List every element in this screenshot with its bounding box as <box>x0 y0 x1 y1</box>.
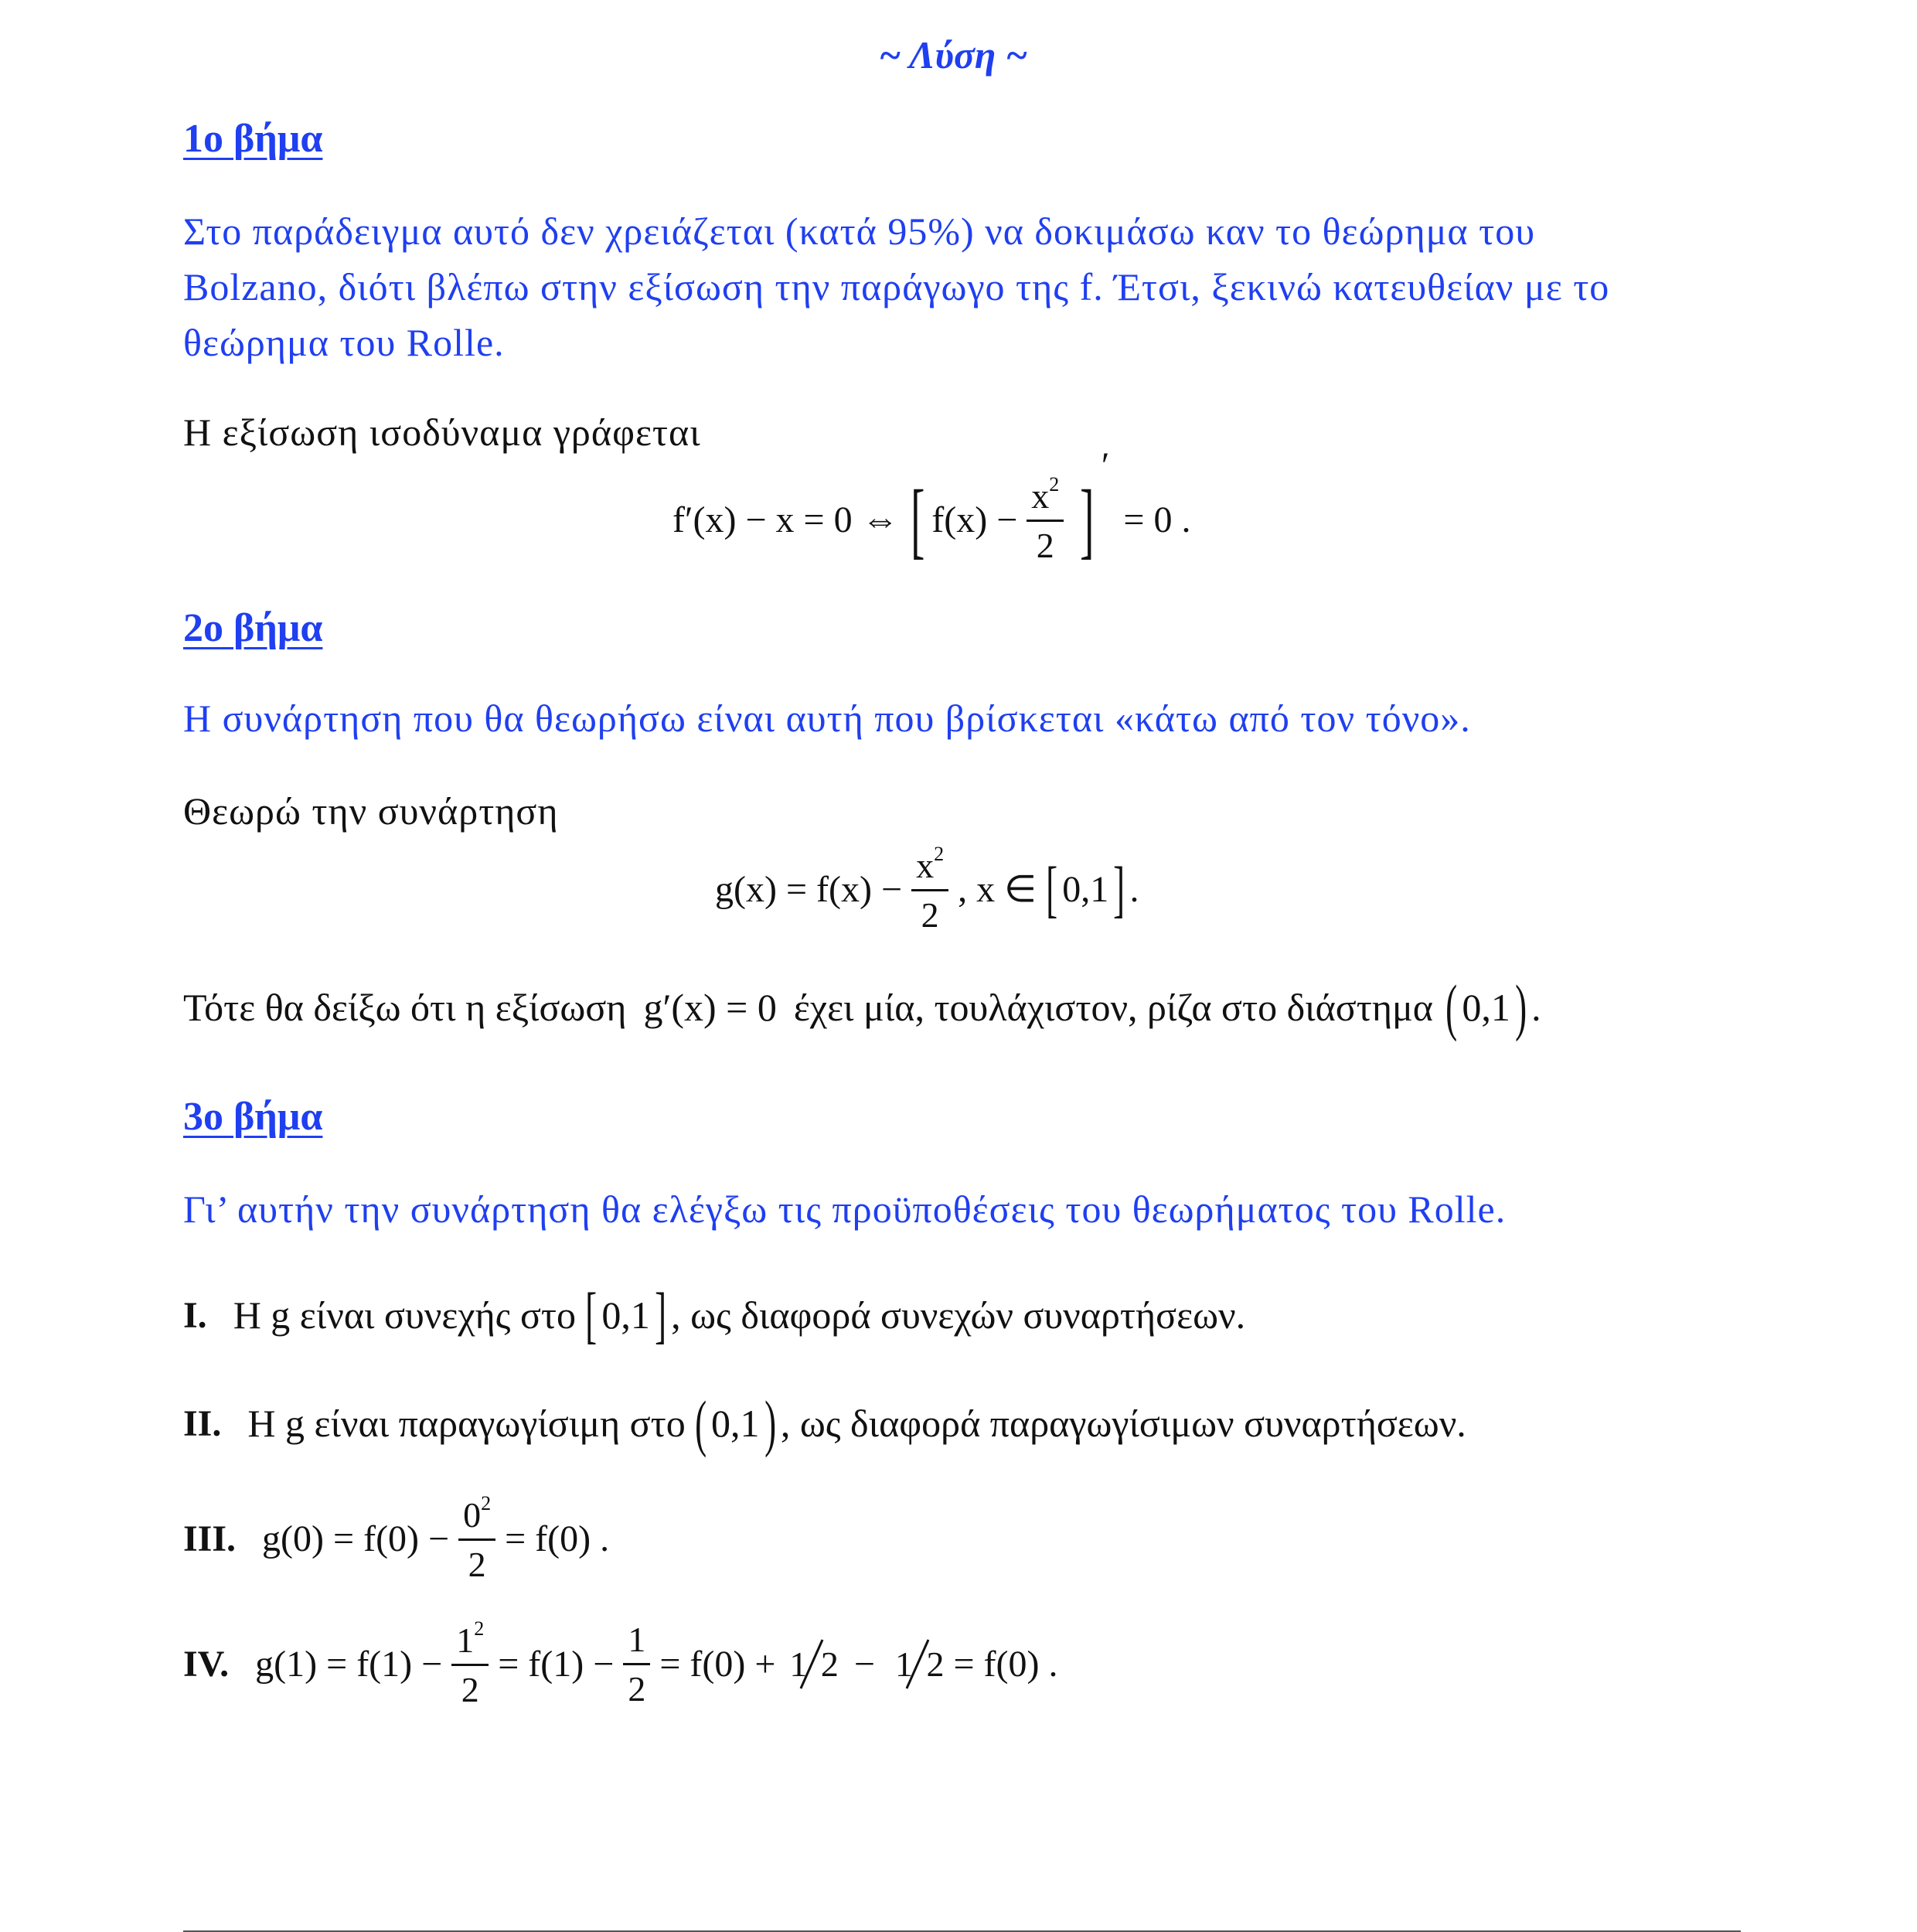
step3-item-3 <box>183 1492 609 1585</box>
item4-den2: 2 <box>628 1668 646 1709</box>
then-text: Τότε θα δείξω ότι η εξίσωση <box>183 986 627 1029</box>
item3-label: III. <box>183 1518 237 1559</box>
def-rbracket: ] <box>1113 854 1125 924</box>
item4-num1: 1 <box>456 1620 475 1660</box>
item4-left: g(1) = f(1) − <box>255 1643 443 1685</box>
step2-heading: 2ο βήμα <box>183 606 323 650</box>
item1-rbracket: ] <box>654 1279 666 1350</box>
item1-lbracket: [ <box>585 1279 598 1350</box>
def-interval: 0,1 <box>1062 868 1109 910</box>
def-right: , x ∈ <box>958 869 1037 910</box>
def-end: . <box>1129 868 1139 910</box>
item4-num3: 1 <box>789 1644 808 1684</box>
item4-label: IV. <box>183 1643 230 1685</box>
item4-fraction-1 <box>451 1617 489 1710</box>
then-eq: g′(x) = 0 <box>643 986 777 1029</box>
step2-line: Η συνάρτηση που θα θεωρήσω είναι αυτή που βρίσκεται «κάτω από τον τόνο». <box>183 697 1471 740</box>
item1-label: I. <box>183 1294 207 1336</box>
item2-lparen: ( <box>694 1388 707 1458</box>
step2-definition <box>715 843 1139 935</box>
eq-right: = 0 . <box>1123 499 1191 540</box>
item4-den3: 2 <box>820 1644 839 1684</box>
item4-right: = f(0) . <box>953 1643 1058 1685</box>
item4-fraction-4-cancelled <box>890 1644 945 1685</box>
item4-mid3: − <box>853 1643 875 1685</box>
then-end: . <box>1531 986 1541 1029</box>
item4-mid2: = f(0) + <box>659 1643 776 1685</box>
step1-line-1: Στο παράδειγμα αυτό δεν χρειάζεται (κατά 95%) να δοκιμάσω καν το θεώρημα του <box>183 210 1535 253</box>
def-num: x <box>916 846 935 885</box>
step3-item-1 <box>183 1279 1246 1350</box>
item3-num: 0 <box>463 1495 482 1535</box>
eq-left: f′(x) − x = 0 ⇔ <box>672 499 899 540</box>
item3-den: 2 <box>468 1545 486 1584</box>
def-left: g(x) = f(x) − <box>715 868 903 910</box>
eq-prime: ′ <box>1101 445 1110 486</box>
eq-den: 2 <box>1036 526 1054 565</box>
right-bracket: ] <box>1080 472 1095 567</box>
left-bracket: [ <box>910 472 925 567</box>
previous-page-fragment <box>183 0 192 19</box>
eq-inner: f(x) − <box>931 499 1018 540</box>
step1-equation <box>672 445 1191 567</box>
solution-title: ~ Λύση ~ <box>879 33 1028 77</box>
then-text2: έχει μία, τουλάχιστον, ρίζα στο διάστημα <box>793 986 1433 1029</box>
def-fraction <box>911 843 948 935</box>
then-rparen: ) <box>1514 972 1527 1042</box>
def-lbracket: [ <box>1046 854 1058 924</box>
step3-item-4 <box>183 1617 1058 1710</box>
step1-line-3: θεώρημα του Rolle. <box>183 321 505 364</box>
step3-item-2 <box>183 1388 1466 1458</box>
then-interval: 0,1 <box>1462 986 1510 1029</box>
step3-line: Γι’ αυτήν την συνάρτηση θα ελέγξω τις προϋποθέσεις του θεωρήματος του Rolle. <box>183 1187 1507 1231</box>
step2-intro: Θεωρώ την συνάρτηση <box>183 789 559 833</box>
item3-num-sup: 2 <box>481 1492 492 1515</box>
item2-label: II. <box>183 1402 222 1444</box>
item1-text2: , ως διαφορά συνεχών συναρτήσεων. <box>671 1293 1246 1337</box>
item4-num1-sup: 2 <box>474 1617 485 1640</box>
def-den: 2 <box>921 895 939 935</box>
item4-num4: 1 <box>894 1644 913 1684</box>
step3-heading: 3ο βήμα <box>183 1095 323 1139</box>
item4-den1: 2 <box>461 1670 479 1709</box>
item3-fraction <box>458 1492 495 1585</box>
step1-intro: Η εξίσωση ισοδύναμα γράφεται <box>183 411 701 454</box>
item1-interval: 0,1 <box>601 1293 650 1337</box>
eq-num-sup: 2 <box>1049 473 1060 496</box>
item3-right: = f(0) . <box>505 1518 610 1559</box>
item4-den4: 2 <box>926 1644 945 1684</box>
item2-rparen: ) <box>764 1388 776 1458</box>
item3-left: g(0) = f(0) − <box>262 1518 450 1559</box>
eq-fraction <box>1027 473 1064 566</box>
item4-num2: 1 <box>628 1619 646 1659</box>
eq-num: x <box>1031 476 1050 516</box>
item4-fraction-2 <box>623 1619 650 1709</box>
item4-fraction-3-cancelled <box>785 1644 839 1685</box>
then-lparen: ( <box>1445 972 1458 1042</box>
item2-text1: Η g είναι παραγωγίσιμη στο <box>247 1402 686 1445</box>
step1-heading: 1ο βήμα <box>183 117 323 161</box>
step1-line-2: Bolzano, διότι βλέπω στην εξίσωση την παράγωγο της f. Έτσι, ξεκινώ κατευθείαν με το <box>183 265 1610 308</box>
step2-then <box>183 972 1541 1042</box>
item1-text1: Η g είναι συνεχής στο <box>233 1293 576 1337</box>
item4-mid1: = f(1) − <box>498 1643 615 1685</box>
item2-interval: 0,1 <box>711 1402 760 1445</box>
def-num-sup: 2 <box>934 843 945 865</box>
item2-text2: , ως διαφορά παραγωγίσιμων συναρτήσεων. <box>780 1402 1466 1445</box>
